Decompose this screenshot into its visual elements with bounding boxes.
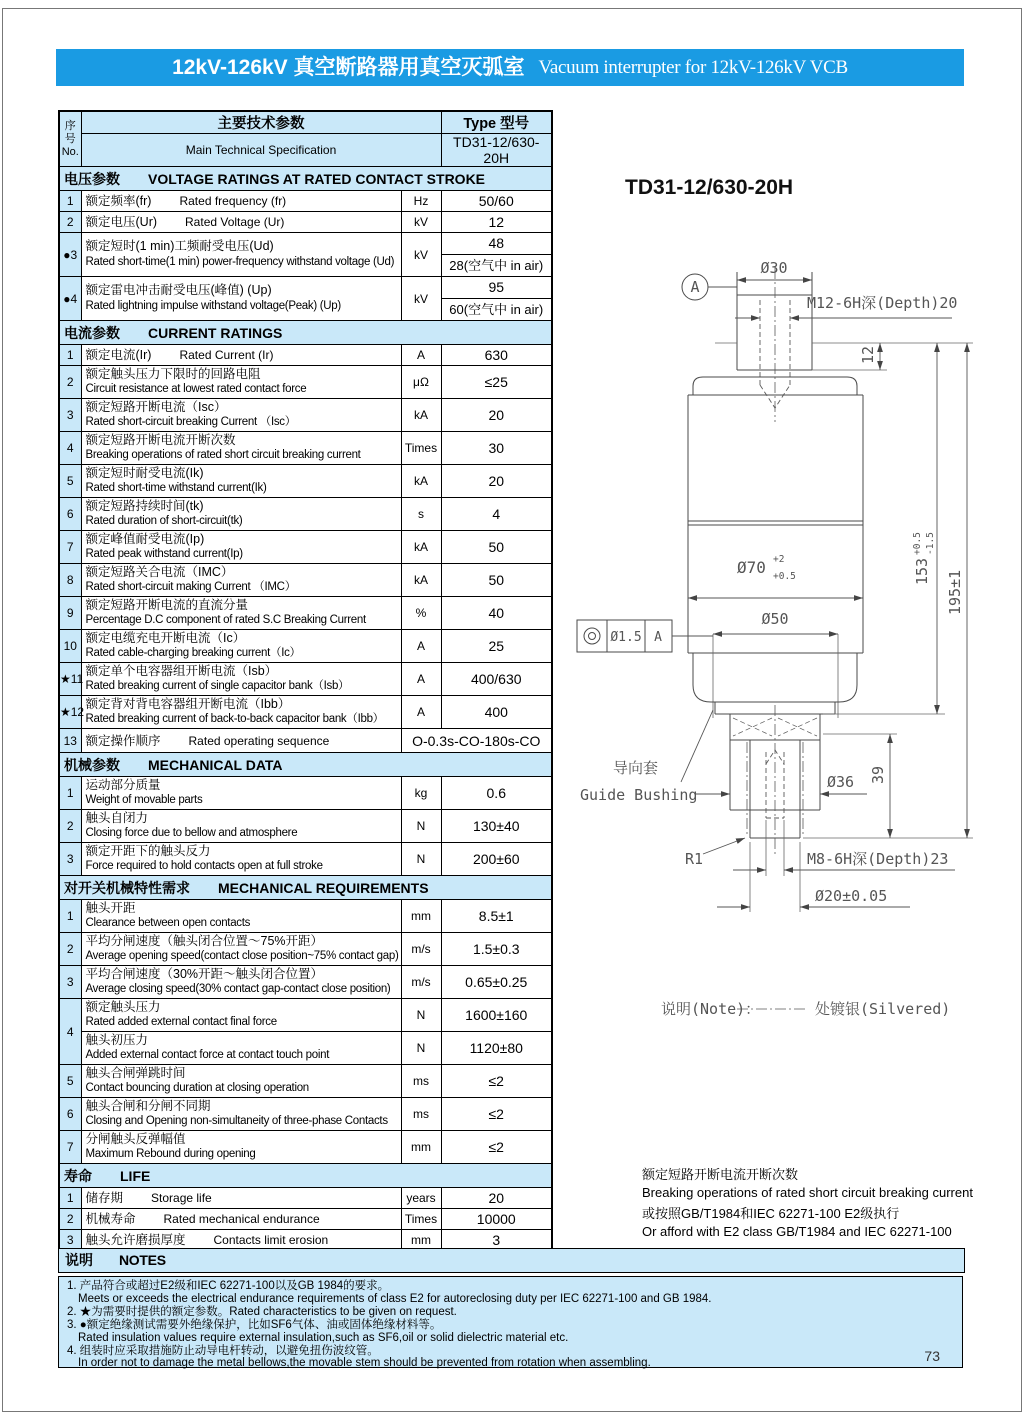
row-desc-en: Closing force due to bellow and atmosphere [85, 827, 298, 840]
dim-r1: R1 [685, 850, 704, 868]
row-desc-zh: 运动部分质量 [85, 777, 161, 792]
section-header-row [59, 876, 552, 900]
row-unit: Times [401, 432, 441, 465]
row-value: 20 [441, 465, 552, 498]
row-desc-zh: 额定触头压力 [85, 999, 161, 1014]
row-desc-zh: 额定电流(Ir) [85, 348, 152, 362]
row-unit: A [401, 345, 441, 366]
row-description [81, 366, 401, 399]
row-value: O-0.3s-CO-180s-CO [401, 729, 552, 753]
note-line: Rated insulation values require external insulation,such as SF6,oil or solid dielectric material etc. [78, 1331, 569, 1344]
row-value: ≤25 [441, 366, 552, 399]
spec-row [59, 777, 552, 810]
row-value [441, 233, 552, 277]
row-desc-en: Rated short-time(1 min) power-frequency withstand voltage (Ud) [85, 255, 395, 268]
row-unit: N [401, 1032, 441, 1065]
guide-bushing-zh: 导向套 [613, 759, 659, 777]
row-desc-en: Rated short-circuit making Current （IMC） [85, 581, 296, 594]
row-desc-en: Rated breaking current of back-to-back capacitor bank（Ibb） [85, 713, 384, 726]
section-title [59, 167, 552, 191]
spec-row [59, 966, 552, 999]
page-number: 73 [924, 1348, 940, 1364]
row-description [81, 345, 401, 366]
concentricity-icon [584, 628, 600, 644]
row-number: 13 [59, 729, 81, 753]
row-number: 2 [59, 1209, 81, 1230]
row-desc-en: Storage life [151, 1191, 212, 1205]
row-unit: kV [401, 212, 441, 233]
row-number: 6 [59, 1098, 81, 1131]
row-desc-zh: 额定短时耐受电流(Ik) [85, 465, 204, 480]
row-desc-en: Rated breaking current of single capacitor bank（Isb） [85, 680, 350, 693]
spec-row [59, 432, 552, 465]
row-value: 3 [441, 1230, 552, 1251]
fcf-tolerance: Ø1.5 [610, 630, 642, 645]
row-value: 130±40 [441, 810, 552, 843]
row-desc-zh: 额定短路开断电流（Isc） [85, 399, 227, 414]
row-value: 1.5±0.3 [441, 933, 552, 966]
datum-label: A [690, 278, 700, 296]
row-number: 1 [59, 191, 81, 212]
row-unit: N [401, 999, 441, 1032]
row-description [81, 1098, 401, 1131]
row-value: 50 [441, 564, 552, 597]
guide-bushing-en: Guide Bushing [580, 786, 698, 804]
row-desc-en: Rated added external contact final force [85, 1016, 277, 1029]
row-value: 200±60 [441, 843, 552, 876]
row-unit: m/s [401, 966, 441, 999]
row-value: 8.5±1 [441, 900, 552, 933]
row-value-part: 28(空气中 in air) [442, 254, 552, 276]
side-note-line: Or afford with E2 class GB/T1984 and IEC 62271-100 [642, 1224, 952, 1239]
dim-195: 195±1 [946, 569, 964, 615]
row-number: 3 [59, 399, 81, 432]
note-line: 3. ●额定绝缘测试需要外绝缘保护，比如SF6气体、油或固体绝缘材料等。 [67, 1318, 442, 1331]
row-value: 25 [441, 630, 552, 663]
row-desc-zh: 储存期 [85, 1191, 124, 1205]
row-description [81, 465, 401, 498]
row-desc-zh: 额定电缆充电开断电流（Ic） [85, 630, 246, 645]
section-header-row [59, 321, 552, 345]
section-title-zh: 机械参数 [64, 756, 120, 773]
row-desc-zh: 触头初压力 [85, 1032, 149, 1047]
row-desc-en: Percentage D.C component of rated S.C Breaking Current [85, 614, 366, 627]
row-description [81, 1188, 401, 1209]
spec-table-wrap [58, 110, 553, 1252]
row-description [81, 777, 401, 810]
spec-row [59, 1209, 552, 1230]
spec-row [59, 696, 552, 729]
row-desc-zh: 额定频率(fr) [85, 194, 152, 208]
page-title [56, 49, 964, 86]
row-value: ≤2 [441, 1131, 552, 1164]
section-title-zh: 对开关机械特性需求 [64, 879, 190, 896]
dim-d50: Ø50 [761, 610, 789, 628]
row-number: 7 [59, 1131, 81, 1164]
row-unit: kV [401, 277, 441, 321]
dim-153-sup: +0.5 [912, 532, 923, 555]
row-description [81, 900, 401, 933]
row-number: 3 [59, 966, 81, 999]
fcf-datum: A [654, 630, 662, 645]
section-header-row [59, 167, 552, 191]
row-unit: kA [401, 531, 441, 564]
row-number: 8 [59, 564, 81, 597]
row-number: ★12 [59, 696, 81, 729]
row-number: 1 [59, 777, 81, 810]
note-line: Meets or exceeds the electrical endurance requirements of class E2 for autoreclosing duty per IEC 62271-100 and GB 1984. [78, 1292, 712, 1305]
row-unit: % [401, 597, 441, 630]
col-header-type: Type 型号 [441, 111, 552, 134]
row-desc-zh: 额定电压(Ur) [85, 215, 158, 229]
row-desc-en: Circuit resistance at lowest rated contact force [85, 383, 307, 396]
dim-d36: Ø36 [827, 773, 855, 791]
row-value: ≤2 [441, 1098, 552, 1131]
drawing-title: TD31-12/630-20H [625, 176, 794, 199]
row-value: 40 [441, 597, 552, 630]
row-desc-zh: 额定开距下的触头反力 [85, 843, 211, 858]
spec-row [59, 1188, 552, 1209]
row-unit: N [401, 843, 441, 876]
row-description [81, 1209, 401, 1230]
row-unit: Hz [401, 191, 441, 212]
row-desc-zh: 分闸触头反弹幅值 [85, 1131, 186, 1146]
row-description [81, 531, 401, 564]
row-desc-zh: 触头开距 [85, 900, 136, 915]
row-unit: A [401, 663, 441, 696]
page-title-en: Vacuum interrupter for 12kV-126kV VCB [538, 57, 848, 78]
spec-row [59, 465, 552, 498]
notes-title-zh: 说明 [65, 1251, 93, 1268]
row-desc-zh: 额定短路持续时间(tk) [85, 498, 204, 513]
row-number: 3 [59, 1230, 81, 1251]
section-header-row [59, 753, 552, 777]
dim-d70: Ø70 [737, 558, 766, 577]
row-value: 630 [441, 345, 552, 366]
spec-row [59, 498, 552, 531]
row-desc-en: Rated cable-charging breaking current（Ic） [85, 647, 301, 660]
section-title-en: VOLTAGE RATINGS AT RATED CONTACT STROKE [148, 170, 486, 187]
row-description [81, 1032, 401, 1065]
row-desc-zh: 额定短时(1 min)工频耐受电压(Ud) [85, 239, 274, 254]
spec-row [59, 630, 552, 663]
section-title [59, 753, 552, 777]
row-value: 400 [441, 696, 552, 729]
dim-d70-sub: +0.5 [773, 571, 796, 582]
row-description [81, 432, 401, 465]
row-desc-zh: 触头自闭力 [85, 810, 149, 825]
spec-row [59, 1098, 552, 1131]
row-desc-en: Clearance between open contacts [85, 917, 251, 930]
page-title-zh: 12kV-126kV 真空断路器用真空灭弧室 [172, 55, 525, 79]
dim-39: 39 [869, 765, 887, 784]
row-number: 2 [59, 366, 81, 399]
row-value-part: 60(空气中 in air) [442, 298, 552, 320]
row-unit: m/s [401, 933, 441, 966]
section-title-en: CURRENT RATINGS [148, 324, 283, 341]
spec-row [59, 212, 552, 233]
row-desc-zh: 机械寿命 [85, 1212, 136, 1226]
col-header-spec-en: Main Technical Specification [81, 134, 441, 167]
row-value: 0.65±0.25 [441, 966, 552, 999]
row-value: 50/60 [441, 191, 552, 212]
row-value: 0.6 [441, 777, 552, 810]
dim-d20: Ø20±0.05 [815, 887, 888, 905]
side-note [642, 1166, 973, 1241]
spec-row [59, 345, 552, 366]
technical-drawing [575, 150, 1024, 1070]
row-description [81, 933, 401, 966]
spec-table [58, 110, 553, 1252]
row-desc-zh: 额定短路关合电流（IMC） [85, 564, 234, 579]
row-desc-zh: 额定短路开断电流开断次数 [85, 432, 236, 447]
row-description [81, 843, 401, 876]
row-unit: mm [401, 900, 441, 933]
row-desc-zh: 触头合闸弹跳时间 [85, 1065, 186, 1080]
row-description [81, 597, 401, 630]
spec-row [59, 663, 552, 696]
row-unit: mm [401, 1131, 441, 1164]
row-number: 4 [59, 432, 81, 465]
dim-m12: M12-6H深(Depth)20 [807, 294, 958, 312]
row-value: 50 [441, 531, 552, 564]
row-description [81, 233, 401, 277]
spec-table-body [59, 167, 552, 1251]
col-header-no [59, 111, 81, 167]
row-number: 5 [59, 1065, 81, 1098]
spec-row [59, 1131, 552, 1164]
spec-row [59, 1032, 552, 1065]
spec-row [59, 1065, 552, 1098]
row-desc-zh: 额定单个电容器组开断电流（Isb） [85, 663, 278, 678]
row-desc-zh: 额定操作顺序 [85, 733, 161, 748]
row-value-part: 48 [488, 235, 505, 251]
row-description [81, 277, 401, 321]
row-description [81, 212, 401, 233]
row-desc-zh: 触头合闸和分闸不同期 [85, 1098, 211, 1113]
row-desc-en: Rated short-circuit breaking Current （Isc） [85, 416, 296, 429]
row-description [81, 564, 401, 597]
dim-153: 153 [913, 557, 931, 585]
row-number: 10 [59, 630, 81, 663]
silvered-note-label: 说明(Note)： [661, 1000, 761, 1018]
notes-box [58, 1276, 963, 1368]
row-unit: kg [401, 777, 441, 810]
row-desc-en: Average closing speed(30% contact gap-contact close position) [85, 983, 391, 996]
row-desc-zh: 额定触头压力下限时的回路电阻 [85, 366, 261, 381]
spec-row [59, 233, 552, 277]
notes-header [58, 1248, 965, 1273]
row-value: 1120±80 [441, 1032, 552, 1065]
row-number: 1 [59, 345, 81, 366]
row-number: 5 [59, 465, 81, 498]
row-description [81, 498, 401, 531]
col-header-no-zh: 序号 [64, 119, 76, 145]
row-number: 4 [59, 999, 81, 1065]
spec-row [59, 277, 552, 321]
row-unit: μΩ [401, 366, 441, 399]
row-unit: N [401, 810, 441, 843]
spec-row [59, 597, 552, 630]
spec-row [59, 531, 552, 564]
row-description [81, 696, 401, 729]
row-description [81, 191, 401, 212]
spec-row [59, 729, 552, 753]
note-line: 4. 组装时应采取措施防止动导电杆转动，以避免扭伤波纹管。 [67, 1344, 379, 1357]
row-desc-en: Rated peak withstand current(Ip) [85, 548, 243, 561]
row-value: 4 [441, 498, 552, 531]
section-title-en: MECHANICAL REQUIREMENTS [218, 879, 429, 896]
note-line: 1. 产品符合或超过E2级和IEC 62271-100以及GB 1984的要求。 [67, 1280, 390, 1292]
row-number: 2 [59, 212, 81, 233]
note-line: In order not to damage the metal bellows,the movable stem should be prevented from rotation when assembling. [78, 1357, 651, 1370]
section-title-zh: 电压参数 [64, 170, 120, 187]
row-number: ●4 [59, 277, 81, 321]
row-number: ●3 [59, 233, 81, 277]
dim-d70-sup: +2 [773, 554, 785, 565]
spec-row [59, 191, 552, 212]
row-unit: A [401, 696, 441, 729]
row-unit: kA [401, 465, 441, 498]
row-desc-en: Rated Voltage (Ur) [185, 215, 285, 229]
row-unit: years [401, 1188, 441, 1209]
row-number: 2 [59, 810, 81, 843]
row-description [81, 810, 401, 843]
row-desc-en: Rated lightning impulse withstand voltage(Peak) (Up) [85, 299, 341, 312]
row-unit: A [401, 630, 441, 663]
row-value: 20 [441, 1188, 552, 1209]
row-number: 9 [59, 597, 81, 630]
row-desc-zh: 平均合闸速度（30%开距～触头闭合位置） [85, 966, 324, 981]
type-value: TD31-12/630-20H [441, 134, 552, 167]
section-title-zh: 电流参数 [64, 324, 120, 341]
side-note-line: 或按照GB/T1984和IEC 62271-100 E2级执行 [642, 1206, 900, 1221]
spec-row [59, 366, 552, 399]
row-number: 7 [59, 531, 81, 564]
section-title-zh: 寿命 [64, 1167, 92, 1184]
row-desc-en: Contact bouncing duration at closing operation [85, 1082, 309, 1095]
row-number: 6 [59, 498, 81, 531]
row-desc-zh: 额定背对背电容器组开断电流（Ibb） [85, 696, 291, 711]
row-desc-zh: 平均分闸速度（触头闭合位置～75%开距） [85, 933, 324, 948]
row-value: ≤2 [441, 1065, 552, 1098]
row-desc-en: Rated short-time withstand current(Ik) [85, 482, 267, 495]
row-desc-zh: 触头允许磨损厚度 [85, 1232, 186, 1247]
row-number: 3 [59, 843, 81, 876]
dim-153-sub: -1.5 [925, 532, 936, 555]
row-value [441, 277, 552, 321]
spec-row [59, 933, 552, 966]
table-header-row [59, 111, 552, 134]
row-value: 10000 [441, 1209, 552, 1230]
dim-m8: M8-6H深(Depth)23 [807, 850, 949, 868]
row-desc-en: Rated frequency (fr) [179, 194, 287, 208]
row-unit: s [401, 498, 441, 531]
row-desc-en: Breaking operations of rated short circuit breaking current [85, 449, 361, 462]
col-header-spec-zh: 主要技术参数 [81, 111, 441, 134]
dim-12: 12 [859, 345, 877, 364]
row-value: 1600±160 [441, 999, 552, 1032]
row-desc-en: Added external contact force at contact touch point [85, 1049, 330, 1062]
row-number: 2 [59, 933, 81, 966]
table-header-row2 [59, 134, 552, 167]
row-unit: Times [401, 1209, 441, 1230]
spec-row [59, 399, 552, 432]
row-desc-en: Force required to hold contacts open at full stroke [85, 860, 323, 873]
row-desc-en: Rated Current (Ir) [179, 348, 274, 362]
row-desc-en: Maximum Rebound during opening [85, 1148, 256, 1161]
section-header-row [59, 1164, 552, 1188]
row-desc-en: Rated duration of short-circuit(tk) [85, 515, 243, 528]
col-header-no-en: No. [61, 145, 79, 158]
dim-d30: Ø30 [760, 259, 788, 277]
notes-title-en: NOTES [119, 1252, 166, 1268]
row-unit: ms [401, 1098, 441, 1131]
side-note-line: Breaking operations of rated short circuit breaking current [642, 1185, 973, 1200]
row-value: 30 [441, 432, 552, 465]
row-unit: kA [401, 564, 441, 597]
row-desc-zh: 额定峰值耐受电流(Ip) [85, 531, 205, 546]
row-desc-zh: 额定雷电冲击耐受电压(峰值) (Up) [85, 283, 272, 298]
row-description [81, 1131, 401, 1164]
row-number: 1 [59, 1188, 81, 1209]
row-value: 12 [441, 212, 552, 233]
row-desc-zh: 额定短路开断电流的直流分量 [85, 597, 249, 612]
spec-row [59, 843, 552, 876]
row-description [81, 966, 401, 999]
row-description [81, 630, 401, 663]
side-note-line: 额定短路开断电流开断次数 [642, 1167, 799, 1182]
row-unit: kA [401, 399, 441, 432]
row-desc-en: Rated operating sequence [188, 733, 330, 748]
section-title [59, 321, 552, 345]
row-unit: mm [401, 1230, 441, 1251]
spec-row [59, 564, 552, 597]
row-desc-en: Average opening speed(contact close position~75% contact gap) [85, 950, 399, 963]
row-desc-en: Weight of movable parts [85, 794, 203, 807]
section-title [59, 876, 552, 900]
section-title-en: MECHANICAL DATA [148, 756, 283, 773]
section-title [59, 1164, 552, 1188]
silvered-note-text: 处镀银(Silvered) [815, 1000, 951, 1018]
note-line: 2. ★为需要时提供的额定参数。Rated characteristics to be given on request. [67, 1305, 457, 1318]
row-desc-en: Rated mechanical endurance [163, 1212, 320, 1226]
row-value-part: 95 [488, 279, 505, 295]
row-value: 20 [441, 399, 552, 432]
row-desc-en: Closing and Opening non-simultaneity of three-phase Contacts [85, 1115, 388, 1128]
row-unit: kV [401, 233, 441, 277]
row-description [81, 1065, 401, 1098]
row-description [81, 399, 401, 432]
spec-row [59, 999, 552, 1032]
row-number: ★11 [59, 663, 81, 696]
row-number: 1 [59, 900, 81, 933]
spec-row [59, 810, 552, 843]
spec-row [59, 900, 552, 933]
row-unit: ms [401, 1065, 441, 1098]
section-title-en: LIFE [120, 1167, 151, 1184]
row-description [81, 729, 401, 753]
row-description [81, 663, 401, 696]
row-value: 400/630 [441, 663, 552, 696]
row-desc-en: Contacts limit erosion [213, 1232, 329, 1247]
row-description [81, 999, 401, 1032]
